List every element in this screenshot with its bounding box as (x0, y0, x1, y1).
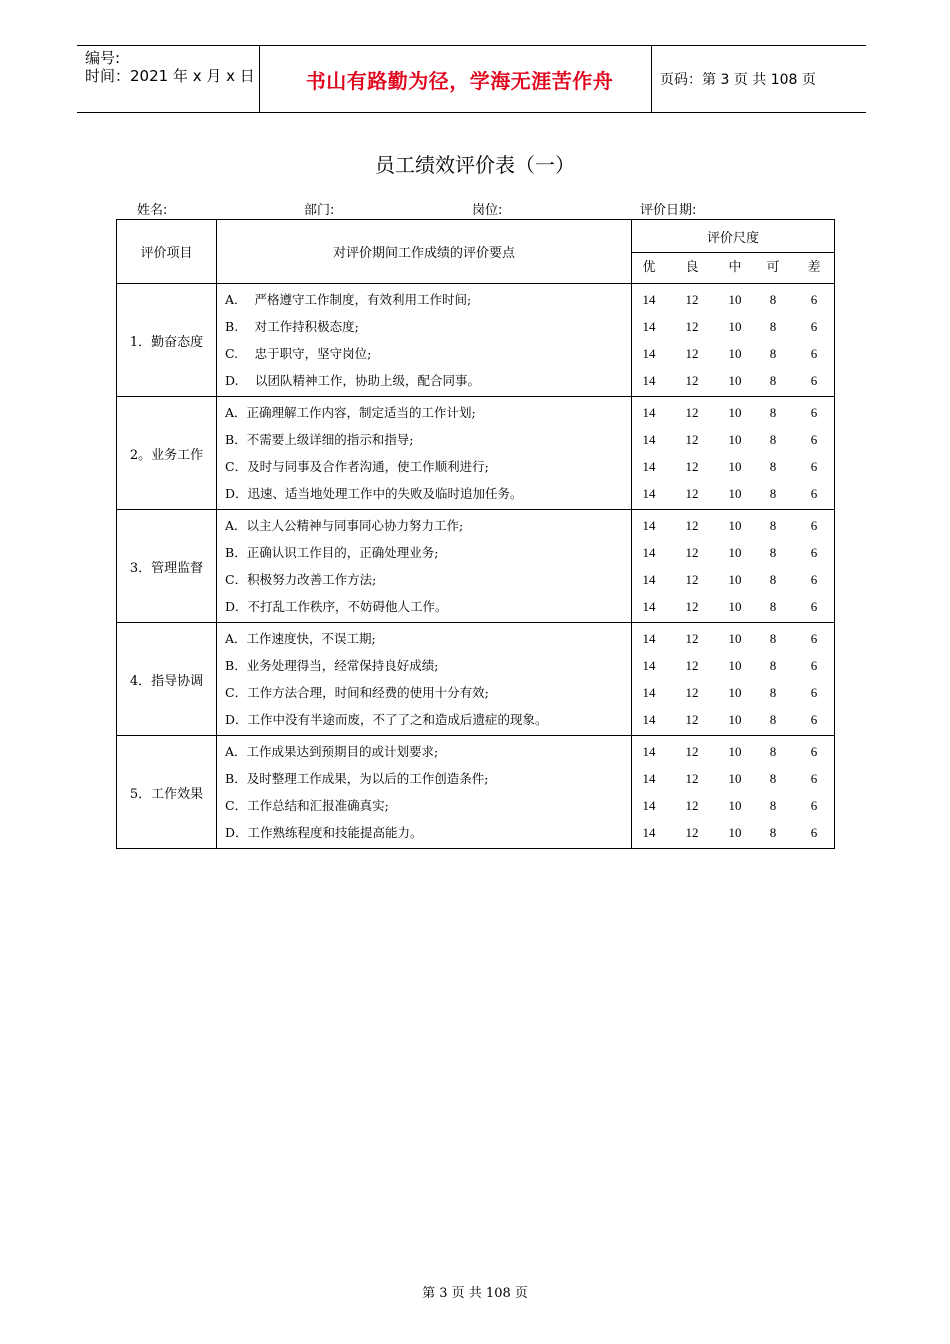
name-label: 姓名: (137, 203, 168, 218)
score-value: 10 (728, 373, 742, 389)
score-value: 14 (642, 630, 656, 646)
score-scale (631, 736, 834, 849)
score-value: 10 (728, 431, 742, 447)
score-value: 6 (810, 685, 818, 700)
criteria-item: B．不需要上级详细的指示和指导; (225, 431, 414, 447)
score-value: 10 (728, 517, 742, 533)
score-value: 8 (769, 770, 777, 786)
number-label: 编号: (85, 49, 121, 67)
score-value: 6 (810, 630, 818, 646)
criteria-item: D. 以团队精神工作，协助上级，配合同事。 (225, 373, 481, 389)
score-value: 10 (728, 825, 742, 841)
score-row (632, 399, 834, 426)
score-value: 6 (810, 291, 818, 307)
time-label: 时间：2021 年 x 月 x 日 (85, 67, 255, 85)
score-scale (631, 284, 834, 397)
score-value: 6 (810, 318, 818, 334)
category-row (117, 510, 835, 623)
score-value: 12 (685, 770, 699, 786)
header-points: 对评价期间工作成绩的评价要点 (217, 220, 632, 284)
score-value: 8 (769, 544, 777, 560)
score-value: 12 (685, 517, 699, 533)
score-value: 14 (642, 486, 656, 502)
score-value: 14 (642, 743, 656, 759)
score-row (632, 512, 834, 539)
score-scale (631, 623, 834, 736)
score-value: 6 (810, 743, 818, 759)
page-title: 员工绩效评价表（一） (375, 153, 575, 177)
score-value: 14 (642, 318, 656, 334)
score-row (632, 286, 834, 313)
criteria-item: D．迅速、适当地处理工作中的失败及临时追加任务。 (225, 486, 523, 502)
criteria-list (217, 397, 632, 510)
score-value: 12 (685, 373, 699, 389)
score-value: 14 (642, 431, 656, 447)
score-row (632, 593, 834, 620)
score-value: 12 (685, 346, 699, 361)
score-value: 6 (810, 459, 818, 474)
score-value: 8 (769, 459, 777, 474)
score-value: 14 (642, 712, 656, 728)
score-value: 10 (728, 572, 742, 587)
score-scale (631, 510, 834, 623)
score-value: 12 (685, 486, 699, 502)
category-name: 1．勤奋态度 (117, 284, 217, 397)
criteria-item: D．不打乱工作秩序，不妨碍他人工作。 (225, 599, 448, 615)
header-divider (651, 46, 652, 112)
category-row (117, 736, 835, 849)
score-value: 6 (810, 599, 818, 615)
criteria-item: A. 严格遵守工作制度，有效利用工作时间; (225, 291, 472, 307)
grade-label: 中 (728, 260, 742, 275)
score-row (632, 706, 834, 733)
score-value: 14 (642, 404, 656, 420)
score-value: 12 (685, 572, 699, 587)
score-value: 8 (769, 291, 777, 307)
criteria-item: D．工作熟练程度和技能提高能力。 (225, 825, 423, 841)
criteria-item: B. 对工作持积极态度; (225, 318, 359, 334)
evaluation-table (116, 219, 835, 849)
score-value: 8 (769, 517, 777, 533)
score-value: 8 (769, 431, 777, 447)
score-value: 6 (810, 373, 818, 389)
score-value: 10 (728, 346, 742, 361)
score-value: 6 (810, 798, 818, 813)
score-value: 14 (642, 544, 656, 560)
score-row (632, 819, 834, 846)
criteria-list (217, 736, 632, 849)
score-value: 6 (810, 657, 818, 673)
score-value: 6 (810, 712, 818, 728)
header-item: 评价项目 (117, 220, 217, 284)
score-row (632, 765, 834, 792)
score-value: 8 (769, 346, 777, 361)
criteria-item: C．及时与同事及合作者沟通，使工作顺利进行; (225, 459, 489, 474)
score-value: 14 (642, 517, 656, 533)
score-value: 12 (685, 599, 699, 615)
score-value: 12 (685, 544, 699, 560)
score-value: 12 (685, 743, 699, 759)
score-value: 8 (769, 599, 777, 615)
criteria-item: D．工作中没有半途而废，不了了之和造成后遗症的现象。 (225, 712, 548, 728)
score-value: 6 (810, 825, 818, 841)
score-value: 8 (769, 743, 777, 759)
score-value: 14 (642, 459, 656, 474)
score-value: 14 (642, 657, 656, 673)
score-value: 8 (769, 657, 777, 673)
score-value: 10 (728, 630, 742, 646)
score-value: 12 (685, 630, 699, 646)
score-value: 6 (810, 404, 818, 420)
score-value: 8 (769, 630, 777, 646)
grade-label: 差 (807, 260, 821, 275)
post-label: 岗位: (472, 203, 503, 218)
score-value: 10 (728, 486, 742, 502)
category-row (117, 397, 835, 510)
score-row (632, 340, 834, 367)
score-value: 8 (769, 825, 777, 841)
criteria-item: C．工作总结和汇报准确真实; (225, 798, 389, 813)
score-value: 10 (728, 743, 742, 759)
score-value: 14 (642, 798, 656, 813)
score-row (632, 738, 834, 765)
category-row (117, 623, 835, 736)
score-value: 10 (728, 657, 742, 673)
header-scale: 评价尺度 (631, 220, 834, 253)
grade-label: 优 (642, 260, 656, 275)
score-value: 10 (728, 459, 742, 474)
score-row (632, 792, 834, 819)
criteria-list (217, 284, 632, 397)
criteria-item: A．工作成果达到预期目的或计划要求; (225, 743, 439, 759)
score-value: 10 (728, 685, 742, 700)
score-value: 14 (642, 685, 656, 700)
score-value: 12 (685, 825, 699, 841)
criteria-item: B．及时整理工作成果，为以后的工作创造条件; (225, 770, 489, 786)
score-value: 8 (769, 685, 777, 700)
score-row (632, 679, 834, 706)
score-value: 6 (810, 517, 818, 533)
score-row (632, 539, 834, 566)
score-row (632, 453, 834, 480)
criteria-item: C. 忠于职守，坚守岗位; (225, 346, 372, 361)
grade-header-row (631, 253, 834, 284)
criteria-item: C．积极努力改善工作方法; (225, 572, 377, 587)
criteria-item: C．工作方法合理，时间和经费的使用十分有效; (225, 685, 489, 700)
category-row (117, 284, 835, 397)
score-value: 14 (642, 373, 656, 389)
score-value: 8 (769, 373, 777, 389)
score-value: 12 (685, 318, 699, 334)
score-scale (631, 397, 834, 510)
score-value: 10 (728, 599, 742, 615)
score-value: 6 (810, 346, 818, 361)
date-label: 评价日期: (640, 203, 697, 218)
score-value: 8 (769, 404, 777, 420)
score-row (632, 625, 834, 652)
score-value: 12 (685, 685, 699, 700)
score-value: 6 (810, 486, 818, 502)
score-value: 12 (685, 798, 699, 813)
score-row (632, 566, 834, 593)
score-value: 8 (769, 572, 777, 587)
page-footer: 第 3 页 共 108 页 (422, 1286, 528, 1301)
score-value: 8 (769, 712, 777, 728)
score-value: 14 (642, 572, 656, 587)
header-divider (259, 46, 260, 112)
criteria-item: B．正确认识工作目的，正确处理业务; (225, 544, 439, 560)
category-name: 4．指导协调 (117, 623, 217, 736)
grade-label: 可 (766, 260, 780, 275)
score-value: 10 (728, 404, 742, 420)
score-value: 14 (642, 599, 656, 615)
criteria-list (217, 623, 632, 736)
score-value: 14 (642, 770, 656, 786)
score-value: 10 (728, 544, 742, 560)
header-page-info: 页码：第 3 页 共 108 页 (660, 72, 816, 88)
score-value: 12 (685, 431, 699, 447)
score-value: 12 (685, 712, 699, 728)
score-value: 10 (728, 291, 742, 307)
criteria-item: A．正确理解工作内容，制定适当的工作计划; (225, 404, 476, 420)
score-value: 10 (728, 712, 742, 728)
score-value: 14 (642, 346, 656, 361)
score-value: 6 (810, 572, 818, 587)
dept-label: 部门: (304, 203, 335, 218)
score-value: 12 (685, 404, 699, 420)
criteria-item: A．工作速度快，不误工期; (225, 630, 376, 646)
score-value: 6 (810, 770, 818, 786)
score-value: 12 (685, 459, 699, 474)
category-name: 2。业务工作 (117, 397, 217, 510)
score-row (632, 426, 834, 453)
score-value: 6 (810, 431, 818, 447)
grade-label: 良 (685, 260, 699, 275)
score-row (632, 313, 834, 340)
criteria-item: A．以主人公精神与同事同心协力努力工作; (225, 517, 464, 533)
score-value: 10 (728, 318, 742, 334)
score-value: 8 (769, 798, 777, 813)
score-row (632, 367, 834, 394)
score-value: 6 (810, 544, 818, 560)
criteria-item: B．业务处理得当，经常保持良好成绩; (225, 657, 439, 673)
score-value: 14 (642, 825, 656, 841)
score-value: 10 (728, 770, 742, 786)
score-value: 14 (642, 291, 656, 307)
score-row (632, 480, 834, 507)
header-left (85, 49, 255, 85)
header-motto: 书山有路勤为径，学海无涯苦作舟 (305, 68, 614, 93)
criteria-list (217, 510, 632, 623)
category-name: 3．管理监督 (117, 510, 217, 623)
score-row (632, 652, 834, 679)
score-value: 10 (728, 798, 742, 813)
category-name: 5．工作效果 (117, 736, 217, 849)
score-value: 12 (685, 657, 699, 673)
score-value: 12 (685, 291, 699, 307)
score-value: 8 (769, 318, 777, 334)
score-value: 8 (769, 486, 777, 502)
page-header (77, 45, 866, 113)
